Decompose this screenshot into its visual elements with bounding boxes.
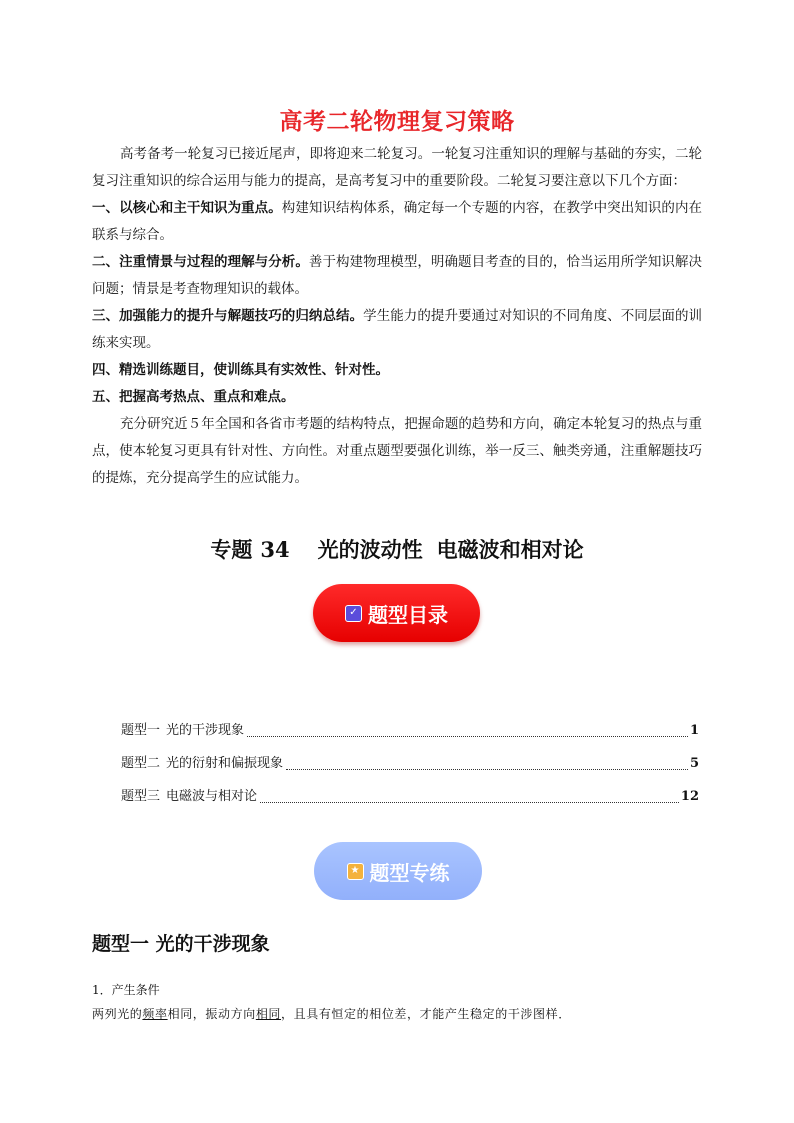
strategy-item-1-heading: 一、以核心和主干知识为重点。 [92,200,282,216]
toc-entry-1-label [121,719,244,738]
strategy-item-1 [92,195,702,249]
intro-paragraph: 高考备考一轮复习已接近尾声，即将迎来二轮复习。一轮复习注重知识的理解与基础的夯实，二轮复习注重知识的综合运用与能力的提高，是高考复习中的重要阶段。二轮复习要注意以下几个方面： [92,146,702,189]
strategy-item-4 [92,357,702,384]
strategy-item-2-heading: 二、注重情景与过程的理解与分析。 [92,254,309,270]
toc-entry-3-label [121,785,257,804]
catalog-badge [313,584,480,642]
strategy-item-3-heading: 三、加强能力的提升与解题技巧的归纳总结。 [92,308,364,324]
table-of-contents [121,719,699,818]
intro-section [92,141,702,492]
strategy-item-2-text: 善于构建物理模型，明确题目考查的目的，恰当运用所学知识解决问题；情景是考查物理知识的载体。 [92,254,703,297]
strategy-item-1-text: 构建知识结构体系，确定每一个专题的内容，在教学中突出知识的内在联系与综合。 [92,200,703,243]
toc-entry-2-label [121,752,283,771]
toc-leader-dots [286,768,688,770]
toc-entry-3-page: 12 [680,789,699,804]
strategy-item-5 [92,384,702,411]
toc-entry-1-page: 1 [689,723,699,738]
condition-text-part: 两列光的 [92,1007,143,1021]
toc-entry-1-title: 光的干涉现象 [166,723,245,738]
condition-text-part: 相同，振动方向 [167,1007,256,1021]
toc-entry-3[interactable] [121,785,699,818]
practice-badge-label: 题型专练 [369,860,450,885]
toc-entry-3-number: 题型三 [121,789,161,804]
toc-entry-3-title: 电磁波与相对论 [166,789,258,804]
toc-entry-2-number: 题型二 [121,756,161,771]
topic-title [0,534,794,564]
condition-title: 1．产生条件 [92,983,160,997]
toc-entry-1-number: 题型一 [121,723,161,738]
trophy-icon: ★ [347,863,364,880]
toc-entry-2-title: 光的衍射和偏振现象 [166,756,284,771]
practice-badge [314,842,482,900]
condition-keyword-same: 相同 [255,1007,282,1021]
strategy-item-5-heading: 五、把握高考热点、重点和难点。 [92,389,295,405]
condition-text [92,1005,712,1022]
section-heading: 题型一 光的干涉现象 [92,933,270,955]
strategy-item-3 [92,303,702,357]
intro-closing-paragraph: 充分研究近５年全国和各省市考题的结构特点，把握命题的趋势和方向，确定本轮复习的热点与重点，使本轮复习更具有针对性、方向性。对重点题型要强化训练，举一反三、触类旁通，注重解题技巧的提炼，充分提高学生的应试能力。 [92,416,702,486]
condition-keyword-frequency: 频率 [142,1007,168,1021]
toc-leader-dots [260,801,679,803]
toc-entry-2[interactable] [121,752,699,785]
toc-entry-2-page: 5 [689,756,699,771]
toc-entry-1[interactable] [121,719,699,752]
strategy-item-4-heading: 四、精选训练题目，使训练具有实效性、针对性。 [92,362,389,378]
catalog-icon: ✓ [345,605,362,622]
condition-text-part: ，且具有恒定的相位差，才能产生稳定的干涉图样． [281,1007,571,1021]
topic-subtitle: 电磁波和相对论 [436,537,584,562]
toc-leader-dots [247,735,688,737]
topic-number: 34 [260,537,290,562]
topic-label: 专题 [210,537,253,562]
strategy-item-2 [92,249,702,303]
main-title: 高考二轮物理复习策略 [279,109,515,135]
topic-main-title: 光的波动性 [317,537,423,562]
strategy-item-3-text: 学生能力的提升要通过对知识的不同角度、不同层面的训练来实现。 [92,308,703,351]
catalog-badge-label: 题型目录 [368,602,448,627]
